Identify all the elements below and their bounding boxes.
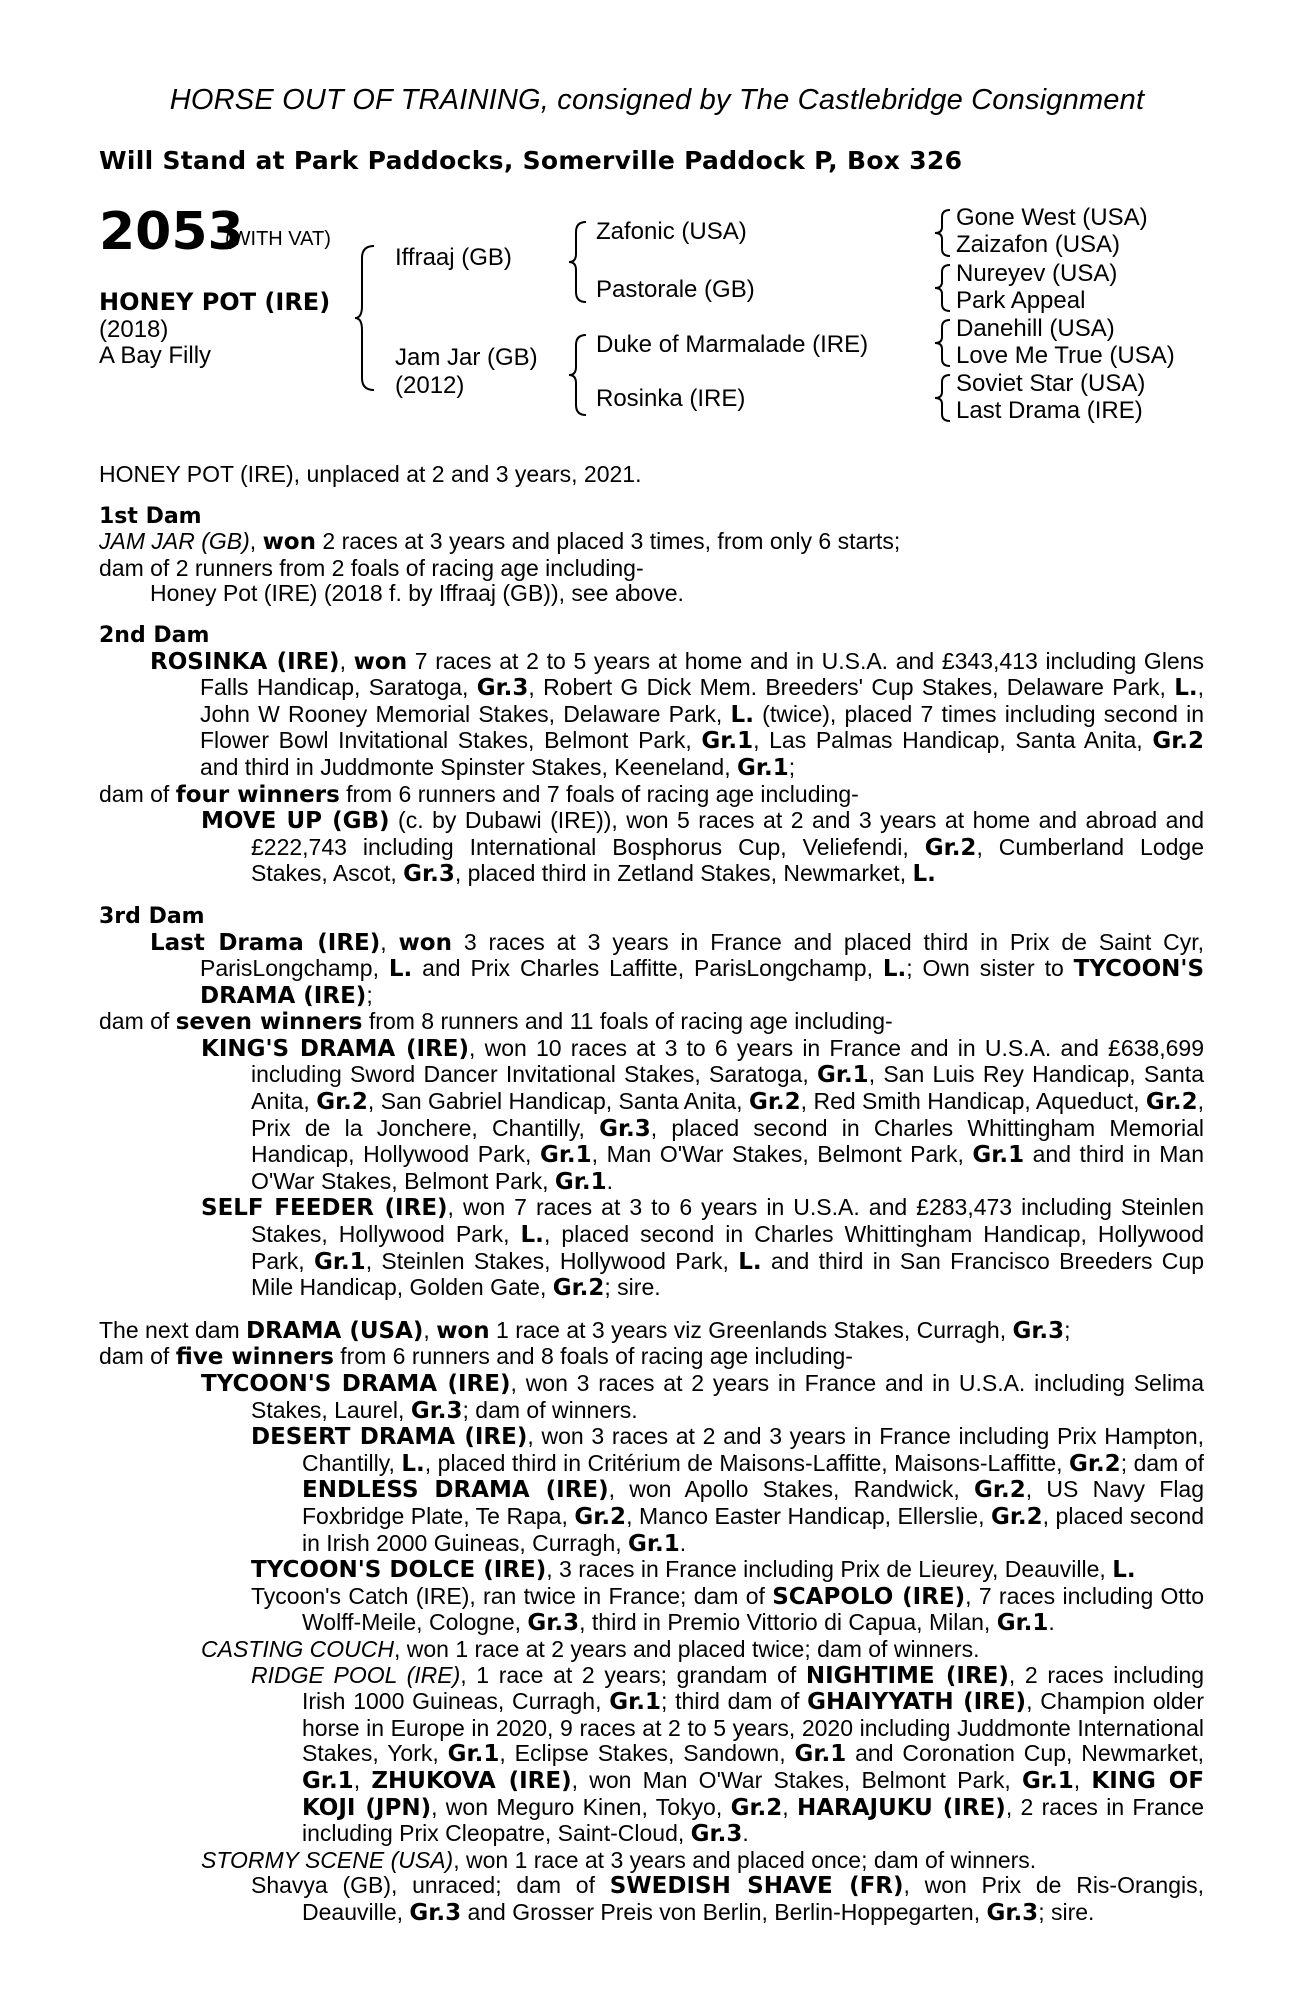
pedigree-sire-sire: Zafonic (USA) [596,218,747,245]
pedigree-gen3-8: Last Drama (IRE) [956,397,1143,424]
next-dam-produce-a: TYCOON'S DRAMA (IRE), won 3 races at 2 years in France and in U.S.A. including Selima Stakes, Laurel, Gr.3; dam of winners. [201,1370,1205,1424]
pedigree-gen3-4: Park Appeal [956,287,1086,314]
second-dam-heading: 2nd Dam [99,622,210,648]
second-dam-produce-intro: dam of four winners from 6 runners and 7 foals of racing age including- [99,780,859,808]
next-dam-produce-e: CASTING COUCH, won 1 race at 2 years and placed twice; dam of winners. [201,1635,980,1662]
pedigree-brace-sire [568,220,588,304]
horse-description: A Bay Filly [99,342,212,369]
third-dam-name: Last Drama (IRE) [150,929,381,956]
grade-badge: Gr.1 [701,728,754,755]
pedigree-brace-g3-1 [934,208,952,258]
grade-badge: Gr.3 [476,675,529,702]
horse-name: HONEY POT (IRE) [99,288,331,316]
catalogue-body [99,462,1204,1926]
lot-number: 2053 [99,202,244,262]
race-summary: HONEY POT (IRE), unplaced at 2 and 3 years, 2021. [99,461,642,487]
third-dam-produce-1: KING'S DRAMA (IRE), won 10 races at 3 to 6 years in France and in U.S.A. and £638,699 including Sword Dancer Invitational Stakes, Saratoga, Gr.1, San Luis Rey Handicap, Santa Anita, Gr.2, San Gabriel Handicap, Santa Anita, Gr.2, Red Smith Handicap, Aqueduct, Gr.2, Prix de la Jonchere, Chantilly, Gr.3, placed second in Charles Whittingham Memorial Handicap, Hollywood Park, Gr.1, Man O'War Stakes, Belmont Park, Gr.1 and third in Man O'War Stakes, Belmont Park, Gr.1. [201,1034,1204,1195]
third-dam-heading: 3rd Dam [99,903,205,929]
second-dam-name: ROSINKA (IRE) [150,648,340,675]
third-dam-record: Last Drama (IRE), won 3 races at 3 years in France and placed third in Prix de Saint Cyr, ParisLongchamp, L. and Prix Charles Laffitte, ParisLongchamp, L.; Own sister to TYCOON'S DRAMA (IRE); [150,928,1205,1009]
next-dam-produce-b: DESERT DRAMA (IRE), won 3 races at 2 and 3 years in France including Prix Hampton, Chantilly, L., placed third in Critérium de Maisons-Laffitte, Maisons-Laffitte, Gr.2; dam of ENDLESS DRAMA (IRE), won Apollo Stakes, Randwick, Gr.2, US Navy Flag Foxbridge Plate, Te Rapa, Gr.2, Manco Easter Handicap, Ellerslie, Gr.2, placed second in Irish 2000 Guineas, Curragh, Gr.1. [251,1423,1205,1557]
produce-name: TYCOON'S DRAMA (IRE) [201,1371,511,1397]
third-dam-produce-2: SELF FEEDER (IRE), won 7 races at 3 to 6 years in U.S.A. and £283,473 including Steinlen Stakes, Hollywood Park, L., placed second in Charles Whittingham Handicap, Hollywood Park, Gr.1, Steinlen Stakes, Hollywood Park, L. and third in San Francisco Breeders Cup Mile Handicap, Golden Gate, Gr.2; sire. [201,1194,1204,1302]
next-dam-produce-c: TYCOON'S DOLCE (IRE), 3 races in France including Prix de Lieurey, Deauville, L. [251,1556,1136,1584]
won-label: won [262,529,316,556]
pedigree-brace-main [354,244,376,392]
grade-badge: L. [730,701,754,728]
first-dam-record: JAM JAR (GB), won 2 races at 3 years and placed 3 times, from only 6 starts; [99,528,901,556]
grade-badge: Gr.2 [1152,728,1204,755]
pedigree-sire-dam: Pastorale (GB) [596,276,755,303]
pedigree-brace-g3-4 [934,373,952,423]
first-dam-produce: Honey Pot (IRE) (2018 f. by Iffraaj (GB)), see above. [150,580,684,607]
produce-name: RIDGE POOL (IRE) [251,1661,461,1688]
page-title: HORSE OUT OF TRAINING, consigned by The Castlebridge Consignment [169,84,1145,116]
next-dam-record: The next dam DRAMA (USA), won 1 race at 3 years viz Greenlands Stakes, Curragh, Gr.3; [99,1316,1071,1344]
stand-location: Will Stand at Park Paddocks, Somerville Paddock P, Box 326 [99,146,963,175]
pedigree-sire: Iffraaj (GB) [395,244,512,271]
produce-name: STORMY SCENE (USA) [201,1846,454,1873]
pedigree-brace-dam [568,333,588,417]
first-dam-name: JAM JAR (GB) [99,528,250,555]
produce-name: MOVE UP (GB) [201,808,390,835]
horse-year: (2018) [99,316,169,343]
first-dam-produce-intro: dam of 2 runners from 2 foals of racing age including- [99,554,644,581]
next-dam-produce-h: Shavya (GB), unraced; dam of SWEDISH SHAVE (FR), won Prix de Ris-Orangis, Deauville, Gr.3 and Grosser Preis von Berlin, Berlin-Hoppegarten, Gr.3; sire. [251,1872,1205,1926]
next-dam-name: DRAMA (USA) [246,1317,424,1344]
next-dam-produce-intro: dam of five winners from 6 runners and 8 foals of racing age including- [99,1343,853,1371]
pedigree-dam-sire: Duke of Marmalade (IRE) [596,331,869,358]
pedigree-brace-g3-2 [934,263,952,313]
produce-name: CASTING COUCH [201,1635,394,1662]
second-dam-produce-1: MOVE UP (GB) (c. by Dubawi (IRE)), won 5 races at 2 and 3 years at home and abroad and £222,743 including International Bosphorus Cup, Veliefendi, Gr.2, Cumberland Lodge Stakes, Ascot, Gr.3, placed third in Zetland Stakes, Newmarket, L. [201,807,1204,888]
first-dam-heading: 1st Dam [99,503,202,529]
produce-name: SELF FEEDER (IRE) [201,1195,448,1222]
pedigree-dam-dam: Rosinka (IRE) [596,385,746,412]
pedigree-gen3-5: Danehill (USA) [956,315,1115,342]
pedigree-gen3-2: Zaizafon (USA) [956,231,1121,258]
produce-name: KING'S DRAMA (IRE) [201,1035,470,1062]
grade-badge: L. [1174,675,1198,702]
produce-name: DESERT DRAMA (IRE) [251,1424,528,1451]
pedigree-gen3-1: Gone West (USA) [956,204,1148,231]
vat-note: (WITH VAT) [225,228,331,250]
pedigree-brace-g3-3 [934,318,952,368]
pedigree-dam: Jam Jar (GB) [395,344,538,371]
next-dam-produce-f: RIDGE POOL (IRE), 1 race at 2 years; grandam of NIGHTIME (IRE), 2 races including Irish 1000 Guineas, Curragh, Gr.1; third dam of GHAIYYATH (IRE), Champion older horse in Europe in 2020, 9 races at 2 to 5 years, 2020 including Juddmonte International Stakes, York, Gr.1, Eclipse Stakes, Sandown, Gr.1 and Coronation Cup, Newmarket, Gr.1, ZHUKOVA (IRE), won Man O'War Stakes, Belmont Park, Gr.1, KING OF KOJI (JPN), won Meguro Kinen, Tokyo, Gr.2, HARAJUKU (IRE), 2 races in France including Prix Cleopatre, Saint-Cloud, Gr.3. [251,1661,1205,1848]
produce-name: TYCOON'S DOLCE (IRE) [251,1557,547,1584]
second-dam-record: ROSINKA (IRE), won 7 races at 2 to 5 years at home and in U.S.A. and £343,413 including Glens Falls Handicap, Saratoga, Gr.3, Robert G Dick Mem. Breeders' Cup Stakes, Delaware Park, L., John W Rooney Memorial Stakes, Delaware Park, L. (twice), placed 7 times including second in Flower Bowl Invitational Stakes, Belmont Park, Gr.1, Las Palmas Handicap, Santa Anita, Gr.2 and third in Juddmonte Spinster Stakes, Keeneland, Gr.1; [150,647,1205,781]
next-dam-produce-g: STORMY SCENE (USA), won 1 race at 3 years and placed once; dam of winners. [201,1846,1037,1873]
pedigree-gen3-3: Nureyev (USA) [956,260,1118,287]
grade-badge: Gr.1 [737,754,789,781]
third-dam-produce-intro: dam of seven winners from 8 runners and 11 foals of racing age including- [99,1008,893,1036]
pedigree-dam-year: (2012) [395,372,465,399]
next-dam-produce-d: Tycoon's Catch (IRE), ran twice in France; dam of SCAPOLO (IRE), 7 races including Otto Wolff-Meile, Cologne, Gr.3, third in Premio Vittorio di Capua, Milan, Gr.1. [251,1582,1204,1637]
pedigree-gen3-7: Soviet Star (USA) [956,370,1146,397]
pedigree-gen3-6: Love Me True (USA) [956,342,1175,369]
